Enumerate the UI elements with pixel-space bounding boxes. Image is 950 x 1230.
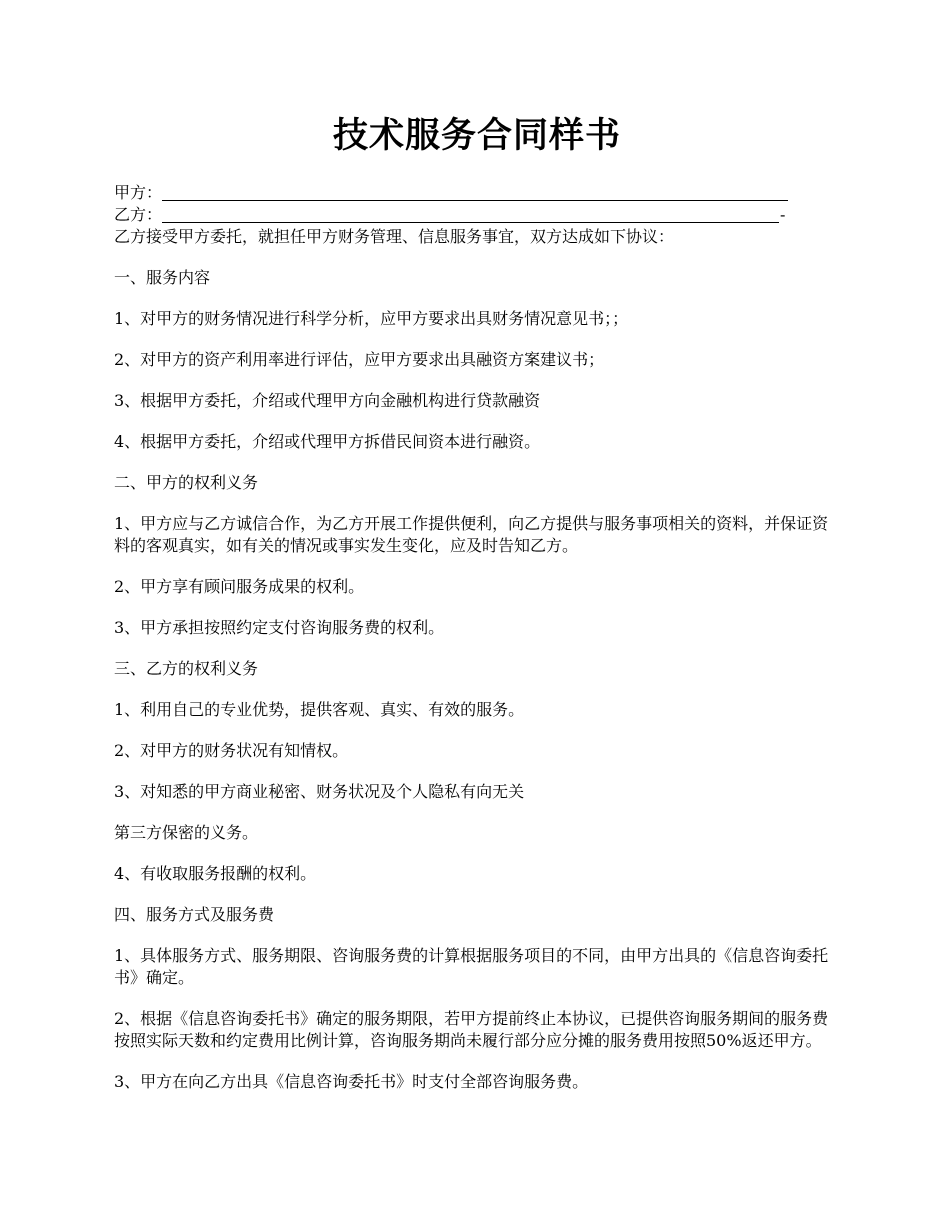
party-b-field — [114, 204, 840, 226]
section-heading: 三、乙方的权利义务 — [114, 659, 259, 678]
clause-paragraph: 1、对甲方的财务情况进行科学分析，应甲方要求出具财务情况意见书；； — [114, 309, 629, 328]
party-a-label: 甲方： — [114, 183, 163, 202]
party-b-blank-line — [162, 205, 779, 223]
intro-paragraph: 乙方接受甲方委托，就担任甲方财务管理、信息服务事宜，双方达成如下协议： — [114, 227, 675, 246]
party-b-tail-mark: - — [780, 205, 786, 224]
clause-paragraph: 1、具体服务方式、服务期限、咨询服务费的计算根据服务项目的不同，由甲方出具的《信息咨询委托书》确定。 — [114, 946, 829, 987]
clause-paragraph: 2、根据《信息咨询委托书》确定的服务期限，若甲方提前终止本协议，已提供咨询服务期间的服务费按照实际天数和约定费用比例计算，咨询服务期尚未履行部分应分摊的服务费用按照50%返还甲方。 — [114, 1009, 829, 1050]
clause-paragraph: 3、对知悉的甲方商业秘密、财务状况及个人隐私有向无关 — [114, 782, 525, 801]
clause-paragraph: 3、甲方在向乙方出具《信息咨询委托书》时支付全部咨询服务费。 — [114, 1072, 589, 1091]
clause-paragraph: 3、根据甲方委托，介绍或代理甲方向金融机构进行贷款融资 — [114, 391, 541, 410]
document-page — [114, 112, 840, 1112]
clause-paragraph: 4、根据甲方委托，介绍或代理甲方拆借民间资本进行融资。 — [114, 432, 541, 451]
section-heading: 二、甲方的权利义务 — [114, 473, 259, 492]
party-a-blank-line — [162, 183, 788, 201]
clause-paragraph: 第三方保密的义务。 — [114, 823, 259, 842]
clause-paragraph: 4、有收取服务报酬的权利。 — [114, 864, 317, 883]
section-heading: 四、服务方式及服务费 — [114, 905, 275, 924]
clause-paragraph: 3、甲方承担按照约定支付咨询服务费的权利。 — [114, 618, 445, 637]
clause-paragraph: 2、对甲方的资产利用率进行评估，应甲方要求出具融资方案建议书； — [114, 350, 605, 369]
document-title: 技术服务合同样书 — [332, 116, 621, 156]
clause-paragraph: 2、对甲方的财务状况有知情权。 — [114, 741, 349, 760]
section-heading: 一、服务内容 — [114, 268, 211, 287]
clause-paragraph: 1、甲方应与乙方诚信合作，为乙方开展工作提供便利，向乙方提供与服务事项相关的资料，并保证资料的客观真实，如有关的情况或事实发生变化，应及时告知乙方。 — [114, 514, 829, 555]
party-b-label: 乙方： — [114, 205, 163, 224]
party-a-field — [114, 182, 840, 204]
clause-paragraph: 1、利用自己的专业优势，提供客观、真实、有效的服务。 — [114, 700, 525, 719]
clause-paragraph: 2、甲方享有顾问服务成果的权利。 — [114, 577, 365, 596]
